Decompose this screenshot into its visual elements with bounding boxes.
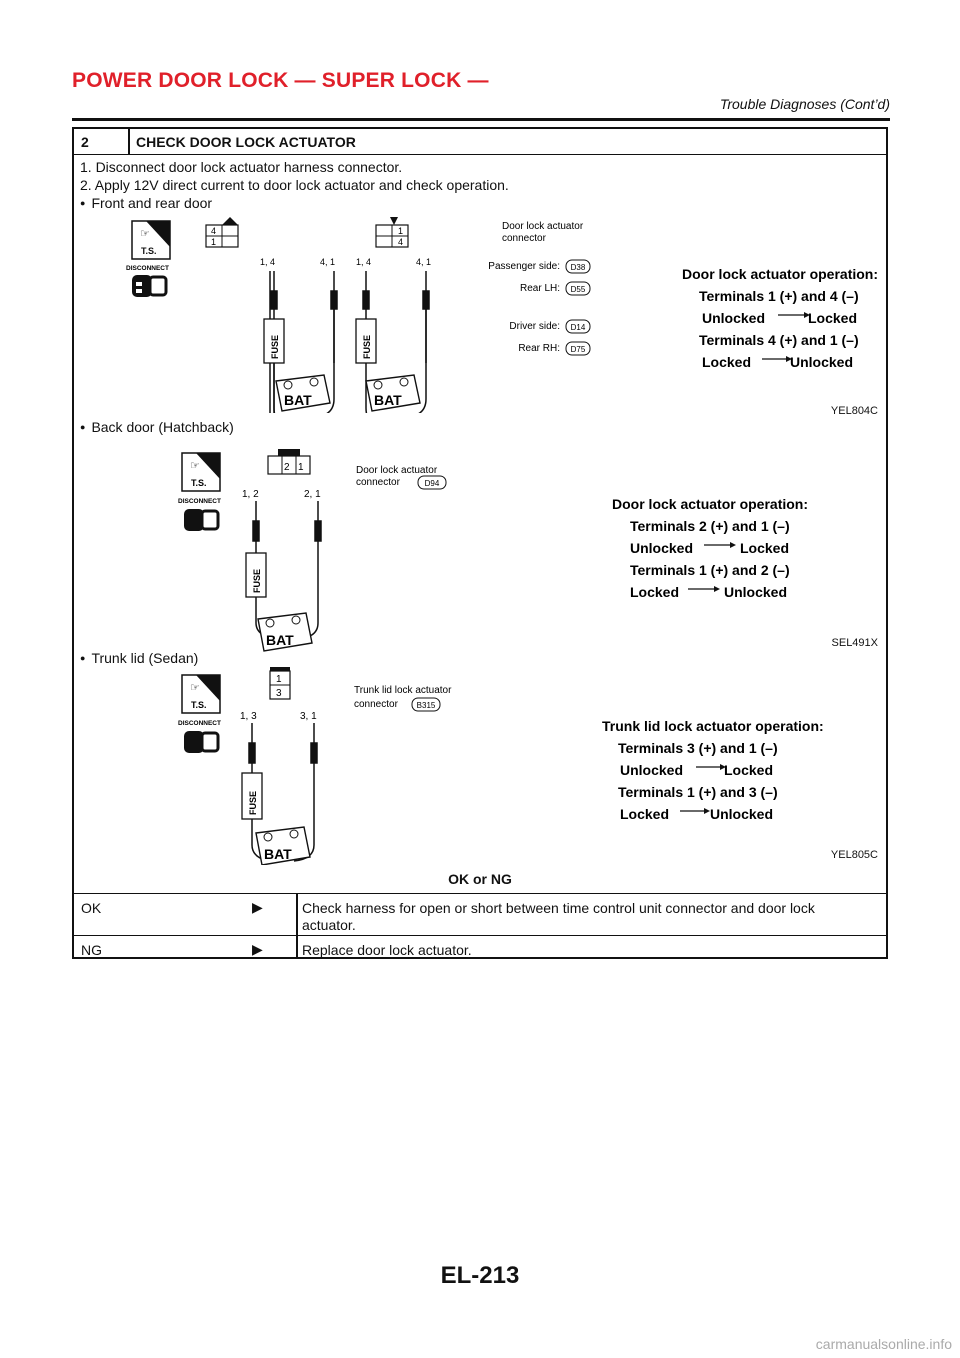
fuse-left xyxy=(264,319,284,363)
result-row-ok xyxy=(74,893,886,935)
divider xyxy=(128,129,130,154)
connector-ref-label: Passenger side: xyxy=(488,261,560,272)
watermark: carmanualsonline.info xyxy=(815,1336,952,1352)
bullet-trunk-lid xyxy=(80,650,198,666)
svg-text:4: 4 xyxy=(398,237,404,247)
operation-to: Locked xyxy=(808,310,858,326)
svg-text:FUSE: FUSE xyxy=(248,790,258,815)
operation-title: Door lock actuator operation: xyxy=(682,266,879,282)
connector-code: B315 xyxy=(416,701,436,710)
arrow-right-icon: ▶ xyxy=(252,899,263,915)
ts-icon xyxy=(132,221,170,259)
result-text: Check harness for open or short between time control unit connector and door lock actuator. xyxy=(302,900,815,933)
connector-ref-label: Driver side: xyxy=(509,321,560,332)
battery-right xyxy=(366,375,420,411)
step-header-row xyxy=(74,129,886,155)
disconnect-label: DISCONNECT xyxy=(126,265,169,272)
probe-label: 2, 1 xyxy=(304,489,321,500)
connector-code: D94 xyxy=(424,479,440,488)
probe-label: 1, 3 xyxy=(240,711,257,722)
operation-terminals: Terminals 1 (+) and 3 (–) xyxy=(618,784,778,800)
svg-text:T.S.: T.S. xyxy=(191,478,207,488)
fuse xyxy=(246,553,266,597)
operation-to: Locked xyxy=(724,762,774,778)
ok-ng-label: OK or NG xyxy=(448,871,512,887)
operation-from: Unlocked xyxy=(702,310,766,326)
svg-text:1: 1 xyxy=(276,674,282,685)
result-label: NG xyxy=(81,942,102,958)
probe-label: 1, 4 xyxy=(260,257,276,267)
operation-terminals: Terminals 1 (+) and 2 (–) xyxy=(630,562,790,578)
bullet-back-door xyxy=(80,419,234,435)
connector-title: Door lock actuator xyxy=(502,221,584,232)
svg-text:FUSE: FUSE xyxy=(270,334,280,359)
instruction-2: 2. Apply 12V direct current to door lock actuator and check operation. xyxy=(80,177,509,193)
connector-code: D55 xyxy=(570,285,586,294)
operation-to: Unlocked xyxy=(790,354,854,370)
disconnect-label: DISCONNECT xyxy=(178,720,221,727)
connector-code: D38 xyxy=(570,263,586,272)
svg-text:BAT: BAT xyxy=(266,632,294,648)
probe-label: 3, 1 xyxy=(300,711,317,722)
ts-icon xyxy=(182,675,220,713)
bullet-text: Front and rear door xyxy=(91,195,213,211)
disconnect-icon xyxy=(184,509,218,531)
connector-code: D14 xyxy=(570,323,586,332)
disconnect-icon xyxy=(132,275,166,297)
svg-text:1: 1 xyxy=(398,226,404,236)
arrow-right-icon: ▶ xyxy=(252,941,263,957)
connector-right xyxy=(376,217,408,247)
page-number: EL-213 xyxy=(440,1262,520,1289)
operation-to: Locked xyxy=(740,540,790,556)
battery xyxy=(258,613,312,651)
ts-icon xyxy=(182,453,220,491)
svg-text:FUSE: FUSE xyxy=(252,568,262,593)
operation-terminals: Terminals 2 (+) and 1 (–) xyxy=(630,518,790,534)
instruction-1: 1. Disconnect door lock actuator harness connector. xyxy=(80,159,403,175)
connector-title: Trunk lid lock actuator xyxy=(354,685,452,696)
battery-left xyxy=(276,375,330,411)
figure-trunk-lid xyxy=(164,665,884,865)
divider xyxy=(296,894,298,935)
svg-text:☞: ☞ xyxy=(190,682,200,694)
figure-back-door xyxy=(164,443,884,653)
bullet-front-rear xyxy=(80,195,212,211)
connector-ref-label: Rear RH: xyxy=(518,343,560,354)
figure-code: YEL805C xyxy=(830,849,878,861)
connector-ref-label: Rear LH: xyxy=(519,283,560,294)
connector-title: connector xyxy=(356,477,400,488)
fuse-right xyxy=(356,319,376,363)
operation-to: Unlocked xyxy=(724,584,788,600)
probe-label: 1, 2 xyxy=(242,489,259,500)
svg-text:☞: ☞ xyxy=(140,228,150,240)
operation-from: Locked xyxy=(620,806,670,822)
operation-title: Trunk lid lock actuator operation: xyxy=(602,718,824,734)
header-rule xyxy=(72,118,890,121)
svg-text:T.S.: T.S. xyxy=(191,700,207,710)
svg-text:1: 1 xyxy=(211,237,217,247)
operation-to: Unlocked xyxy=(710,806,774,822)
bullet-text: Trunk lid (Sedan) xyxy=(91,650,199,666)
connector-title: connector xyxy=(354,699,398,710)
connector-title: Door lock actuator xyxy=(356,465,438,476)
operation-terminals: Terminals 1 (+) and 4 (–) xyxy=(699,288,859,304)
svg-text:3: 3 xyxy=(276,688,282,699)
figure-code: SEL491X xyxy=(831,637,878,649)
connector xyxy=(268,449,310,474)
figure-front-rear-door xyxy=(114,213,884,413)
connector-title: connector xyxy=(502,233,546,244)
svg-text:FUSE: FUSE xyxy=(362,334,372,359)
result-label: OK xyxy=(81,900,102,916)
page-title: POWER DOOR LOCK — SUPER LOCK — xyxy=(72,69,489,92)
connector-left xyxy=(206,217,238,247)
operation-from: Locked xyxy=(630,584,680,600)
svg-text:4: 4 xyxy=(211,226,217,236)
connector-code: D75 xyxy=(570,345,586,354)
operation-from: Unlocked xyxy=(620,762,684,778)
ts-label: T.S. xyxy=(141,246,157,256)
operation-from: Locked xyxy=(702,354,752,370)
fuse xyxy=(242,773,262,819)
svg-text:BAT: BAT xyxy=(374,392,402,408)
disconnect-label: DISCONNECT xyxy=(178,498,221,505)
result-text: Replace door lock actuator. xyxy=(302,942,472,958)
operation-terminals: Terminals 4 (+) and 1 (–) xyxy=(699,332,859,348)
svg-text:☞: ☞ xyxy=(190,460,200,472)
page-subtitle: Trouble Diagnoses (Cont’d) xyxy=(719,96,890,112)
probe-label: 1, 4 xyxy=(356,257,372,267)
divider xyxy=(296,936,298,959)
operation-terminals: Terminals 3 (+) and 1 (–) xyxy=(618,740,778,756)
probe-label: 4, 1 xyxy=(320,257,336,267)
figure-code: YEL804C xyxy=(830,405,878,417)
probe-label: 4, 1 xyxy=(416,257,432,267)
step-number: 2 xyxy=(81,134,89,150)
diagnosis-table xyxy=(72,127,888,959)
svg-text:1: 1 xyxy=(298,462,304,473)
connector xyxy=(270,667,290,699)
svg-text:BAT: BAT xyxy=(284,392,312,408)
svg-text:BAT: BAT xyxy=(264,846,292,862)
svg-text:2: 2 xyxy=(284,462,290,473)
result-row-ng xyxy=(74,935,886,959)
operation-title: Door lock actuator operation: xyxy=(612,496,809,512)
step-title: CHECK DOOR LOCK ACTUATOR xyxy=(136,134,356,150)
disconnect-icon xyxy=(184,731,218,753)
bullet-text: Back door (Hatchback) xyxy=(91,419,234,435)
operation-from: Unlocked xyxy=(630,540,694,556)
